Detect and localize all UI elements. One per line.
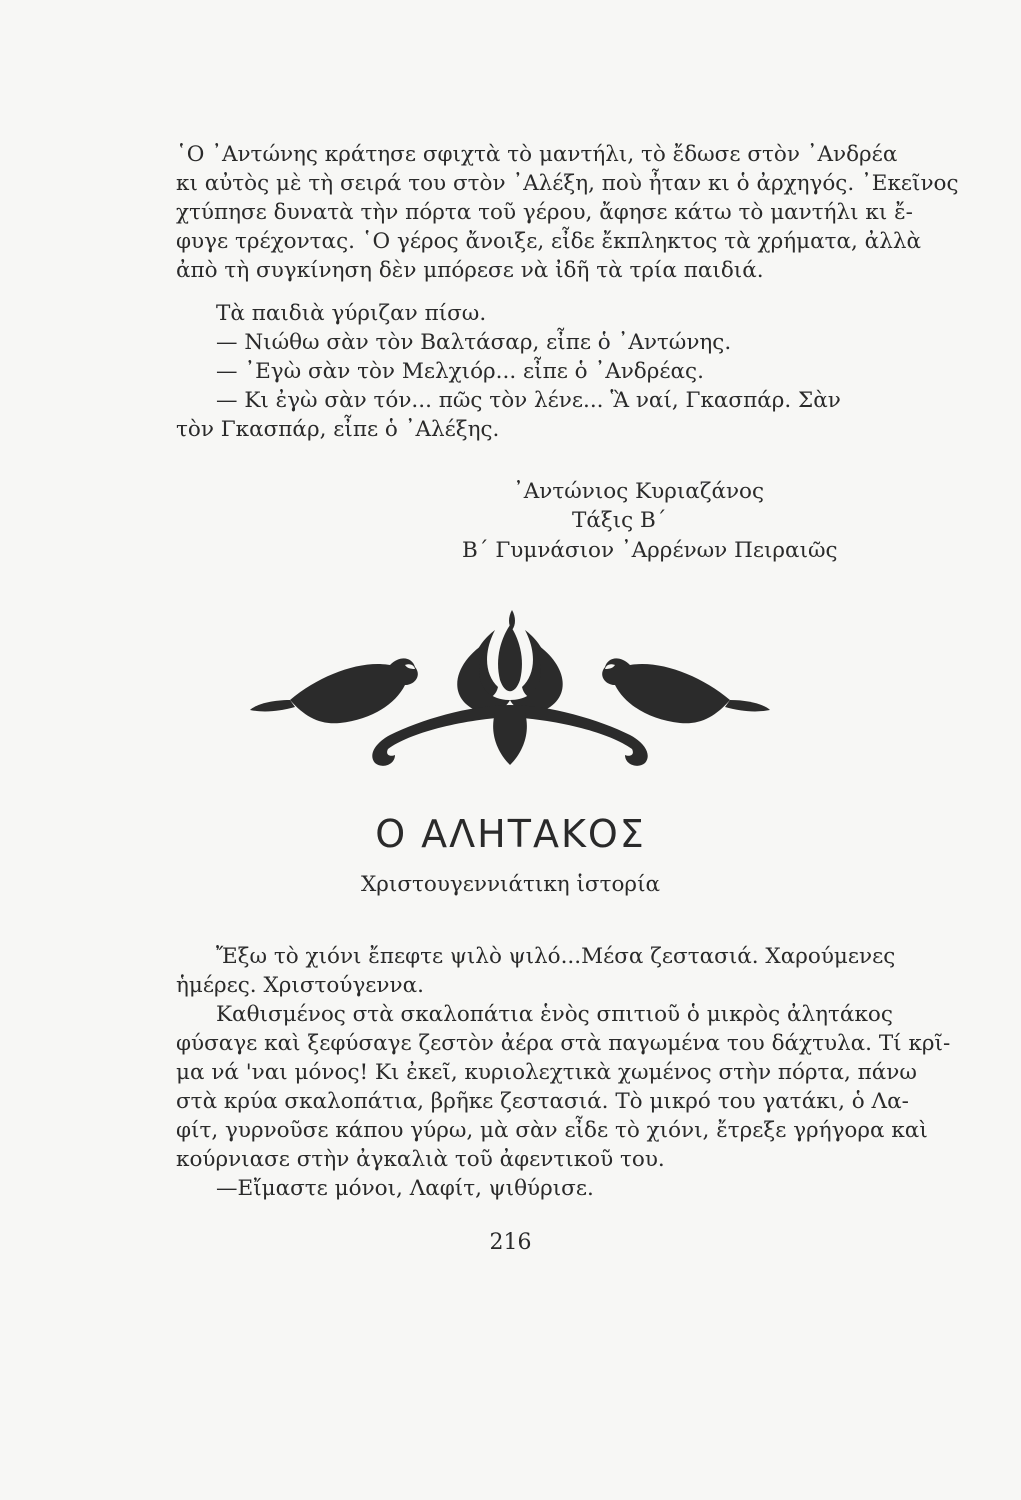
author-class: Τάξις Β΄: [572, 508, 667, 533]
text-line: κούρνιασε στὴν ἀγκαλιὰ τοῦ ἀφεντικοῦ του.: [176, 1147, 665, 1172]
dialogue-line: — ᾿Εγὼ σὰν τὸν Μελχιόρ... εἶπε ὁ ᾿Ανδρέας.: [216, 359, 704, 384]
dialogue-line: —Εἴμαστε μόνοι, Λαφίτ, ψιθύρισε.: [216, 1176, 594, 1201]
story-body: [176, 942, 951, 1203]
author-name: ᾿Αντώνιος Κυριαζάνος: [513, 479, 765, 504]
page-number: 216: [489, 1230, 532, 1255]
dialogue-line: — Νιώθω σὰν τὸν Βαλτάσαρ, εἶπε ὁ ᾿Αντώνης.: [216, 330, 732, 355]
author-school: Β΄ Γυμνάσιον ᾿Αρρένων Πειραιῶς: [462, 538, 838, 563]
text-line: Καθισμένος στὰ σκαλοπάτια ἑνὸς σπιτιοῦ ὁ μικρὸς ἀλητάκος: [216, 1002, 893, 1027]
text-line: Τὰ παιδιὰ γύριζαν πίσω.: [216, 301, 487, 326]
text-line: ἀπὸ τὴ συγκίνηση δὲν μπόρεσε νὰ ἰδῆ τὰ τρία παιδιά.: [176, 258, 764, 283]
text-line: χτύπησε δυνατὰ τὴν πόρτα τοῦ γέρου, ἄφησε κάτω τὸ μαντήλι κι ἔ-: [176, 200, 913, 225]
text-line: κι αὐτὸς μὲ τὴ σειρά του στὸν ᾿Αλέξη, ποὺ ἦταν κι ὁ ἀρχηγός. ᾿Εκεῖνος: [176, 171, 959, 196]
story-subtitle: Χριστουγεννιάτικη ἱστορία: [360, 872, 661, 897]
dialogue-line: τὸν Γκασπάρ, εἶπε ὁ ᾿Αλέξης.: [176, 417, 500, 442]
text-line: μα νά 'ναι μόνος! Κι ἐκεῖ, κυριολεχτικὰ χωμένος στὴν πόρτα, πάνω: [176, 1060, 917, 1085]
story-ending-paragraph: [176, 140, 959, 285]
dialogue-block: [176, 299, 841, 444]
text-line: ῾Ο ᾿Αντώνης κράτησε σφιχτὰ τὸ μαντήλι, τὸ ἔδωσε στὸν ᾿Ανδρέα: [176, 142, 898, 167]
dialogue-line: — Κι ἐγὼ σὰν τόν... πῶς τὸν λένε... Ἃ ναί, Γκασπάρ. Σὰν: [216, 388, 841, 413]
text-line: φυγε τρέχοντας. ῾Ο γέρος ἄνοιξε, εἶδε ἔκπληκτος τὰ χρήματα, ἀλλὰ: [176, 229, 921, 254]
floral-birds-ornament-icon: [250, 605, 770, 770]
text-line: ἡμέρες. Χριστούγεννα.: [176, 973, 424, 998]
text-line: φύσαγε καὶ ξεφύσαγε ζεστὸν ἀέρα στὰ παγωμένα του δάχτυλα. Τί κρῖ-: [176, 1031, 951, 1056]
text-line: στὰ κρύα σκαλοπάτια, βρῆκε ζεστασιά. Τὸ μικρό του γατάκι, ὁ Λα-: [176, 1089, 909, 1114]
text-line: φίτ, γυρνοῦσε κάπου γύρω, μὰ σὰν εἶδε τὸ χιόνι, ἔτρεξε γρήγορα καὶ: [176, 1118, 928, 1143]
story-title: Ο ΑΛΗΤΑΚΟΣ: [375, 812, 646, 856]
text-line: Ἔξω τὸ χιόνι ἔπεφτε ψιλὸ ψιλό...Μέσα ζεστασιά. Χαρούμενες: [216, 944, 896, 969]
